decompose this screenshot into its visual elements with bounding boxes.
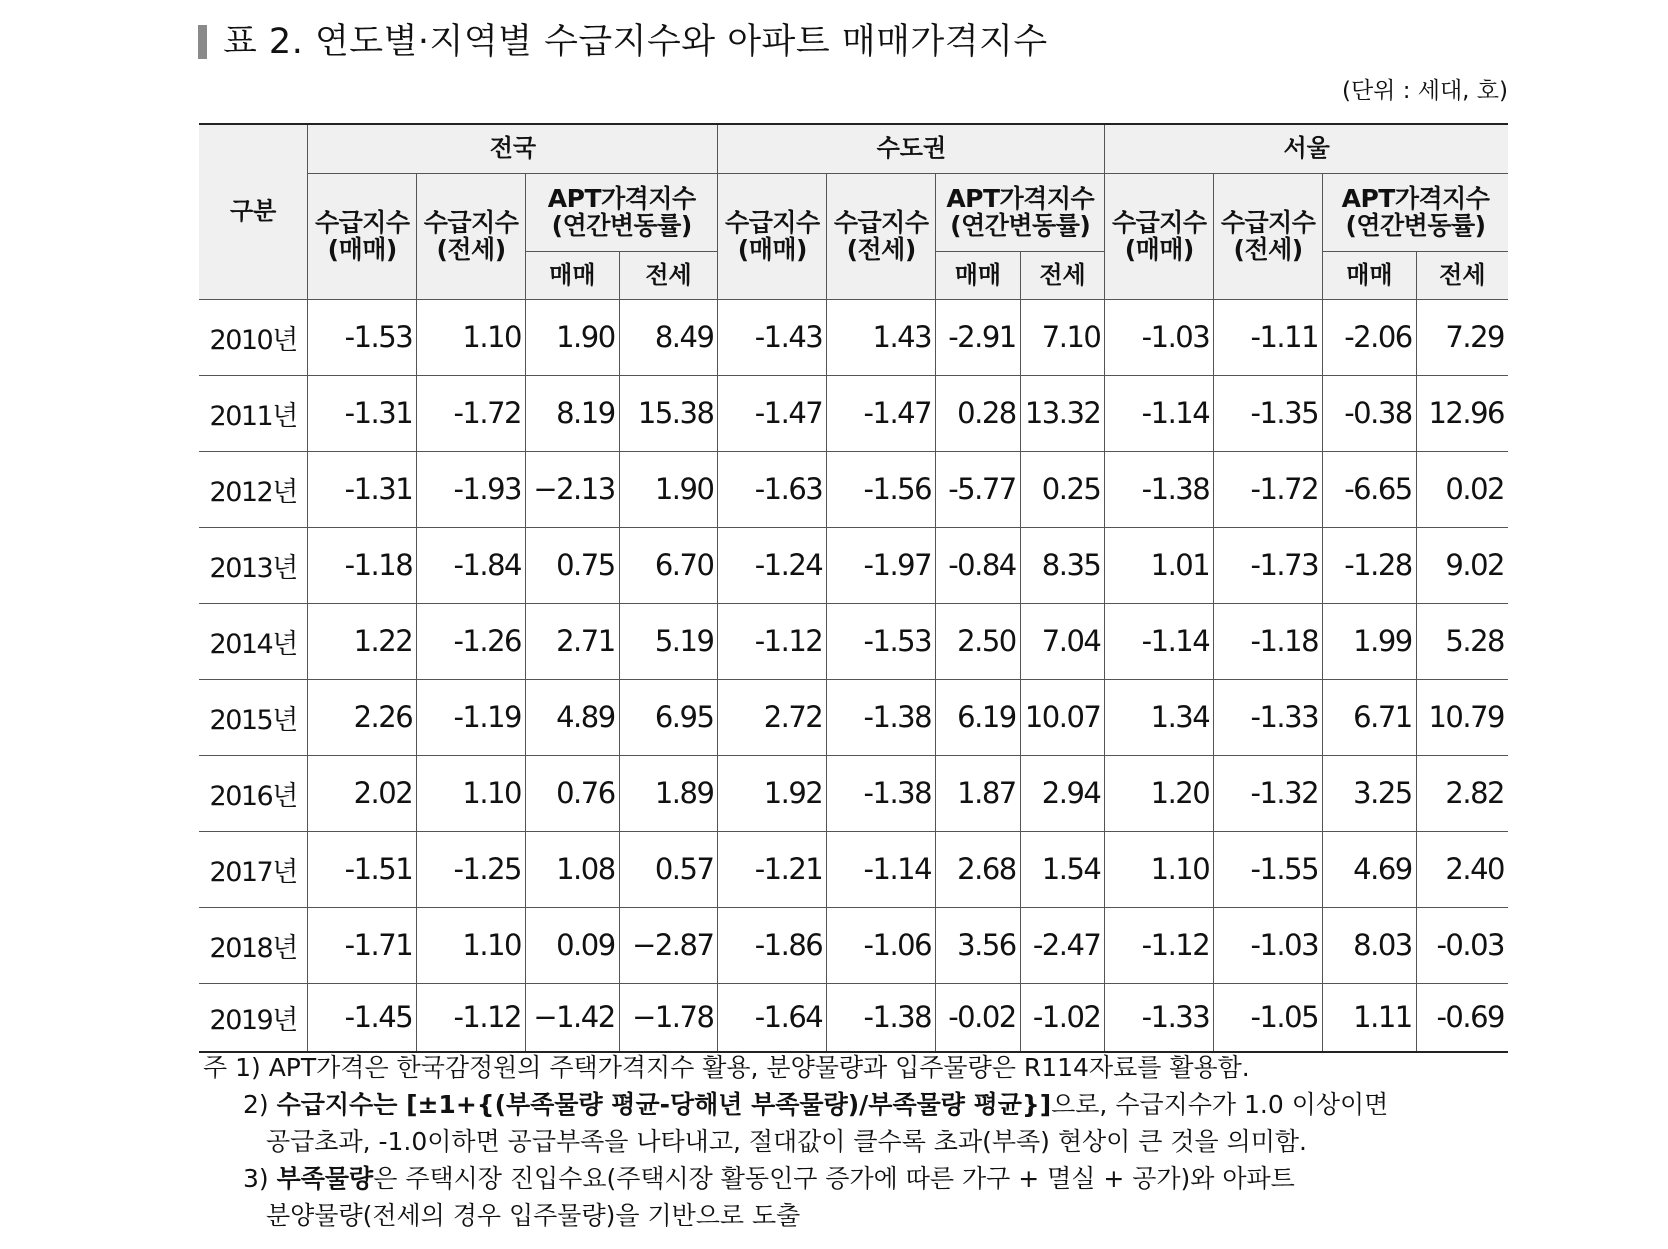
value-cell: -0.38: [1323, 375, 1417, 451]
value-cell: -0.69: [1416, 983, 1508, 1052]
table-row: [199, 527, 1508, 603]
col-supply-sale-header: 수급지수 (매매): [1105, 173, 1214, 299]
value-cell: 2.68: [936, 831, 1021, 907]
year-cell: 2018년: [199, 907, 308, 983]
value-cell: 1.10: [417, 907, 526, 983]
value-cell: 6.95: [619, 679, 718, 755]
table-row: [199, 983, 1508, 1052]
value-cell: 4.69: [1323, 831, 1417, 907]
value-cell: -1.25: [417, 831, 526, 907]
note-2-continued: 공급초과, -1.0이하면 공급부족을 나타내고, 절대값이 클수록 초과(부족) 현상이 큰 것을 의미함.: [266, 1127, 1307, 1156]
value-cell: -1.55: [1214, 831, 1323, 907]
value-cell: -1.03: [1214, 907, 1323, 983]
value-cell: 1.10: [417, 299, 526, 375]
note-3-continued: 분양물량(전세의 경우 입주물량)을 기반으로 도출: [266, 1201, 801, 1230]
value-cell: 6.19: [936, 679, 1021, 755]
col-apt-index-header: APT가격지수 (연간변동률): [525, 173, 717, 251]
table-row: [199, 451, 1508, 527]
year-cell: 2010년: [199, 299, 308, 375]
value-cell: 9.02: [1416, 527, 1508, 603]
value-cell: 6.70: [619, 527, 718, 603]
value-cell: -1.35: [1214, 375, 1323, 451]
table-title-row: [198, 14, 1048, 64]
value-cell: -1.14: [827, 831, 936, 907]
value-cell: -1.64: [718, 983, 827, 1052]
value-cell: 7.04: [1020, 603, 1105, 679]
title-marker-bar: [198, 25, 207, 59]
value-cell: 1.90: [525, 299, 619, 375]
value-cell: 2.40: [1416, 831, 1508, 907]
value-cell: 1.01: [1105, 527, 1214, 603]
value-cell: 2.26: [308, 679, 417, 755]
value-cell: 1.90: [619, 451, 718, 527]
value-cell: 5.19: [619, 603, 718, 679]
value-cell: -1.33: [1214, 679, 1323, 755]
value-cell: -1.38: [827, 755, 936, 831]
value-cell: 0.09: [525, 907, 619, 983]
value-cell: 8.35: [1020, 527, 1105, 603]
value-cell: -1.43: [718, 299, 827, 375]
value-cell: 1.54: [1020, 831, 1105, 907]
value-cell: 1.87: [936, 755, 1021, 831]
value-cell: 1.92: [718, 755, 827, 831]
value-cell: -1.21: [718, 831, 827, 907]
notes: [203, 1049, 1503, 1234]
value-cell: -1.97: [827, 527, 936, 603]
value-cell: 8.19: [525, 375, 619, 451]
col-apt-index-header: APT가격지수 (연간변동률): [936, 173, 1105, 251]
value-cell: -1.18: [1214, 603, 1323, 679]
col-jeonse-header: 전세: [1020, 251, 1105, 299]
value-cell: 2.94: [1020, 755, 1105, 831]
value-cell: -1.28: [1323, 527, 1417, 603]
value-cell: 1.99: [1323, 603, 1417, 679]
col-supply-sale-header: 수급지수 (매매): [308, 173, 417, 299]
value-cell: -1.26: [417, 603, 526, 679]
value-cell: 10.07: [1020, 679, 1105, 755]
value-cell: 2.02: [308, 755, 417, 831]
table-row: [199, 831, 1508, 907]
region-header-seoul: 서울: [1105, 124, 1508, 173]
value-cell: −1.42: [525, 983, 619, 1052]
value-cell: 15.38: [619, 375, 718, 451]
value-cell: 0.75: [525, 527, 619, 603]
col-supply-jeonse-header: 수급지수 (전세): [827, 173, 936, 299]
col-jeonse-header: 전세: [619, 251, 718, 299]
value-cell: 2.50: [936, 603, 1021, 679]
value-cell: -1.93: [417, 451, 526, 527]
value-cell: -1.38: [827, 983, 936, 1052]
value-cell: 0.02: [1416, 451, 1508, 527]
value-cell: -0.03: [1416, 907, 1508, 983]
value-cell: -1.12: [417, 983, 526, 1052]
value-cell: -6.65: [1323, 451, 1417, 527]
value-cell: -1.47: [827, 375, 936, 451]
value-cell: -1.72: [1214, 451, 1323, 527]
value-cell: -1.18: [308, 527, 417, 603]
table-body: [199, 299, 1508, 1052]
value-cell: 1.11: [1323, 983, 1417, 1052]
table-row: [199, 375, 1508, 451]
year-cell: 2011년: [199, 375, 308, 451]
value-cell: -1.24: [718, 527, 827, 603]
unit-label: (단위 : 세대, 호): [1341, 78, 1508, 104]
value-cell: 1.20: [1105, 755, 1214, 831]
col-supply-sale-header: 수급지수 (매매): [718, 173, 827, 299]
value-cell: -0.84: [936, 527, 1021, 603]
table-row: [199, 679, 1508, 755]
value-cell: -1.56: [827, 451, 936, 527]
value-cell: 5.28: [1416, 603, 1508, 679]
value-cell: -1.73: [1214, 527, 1323, 603]
value-cell: -1.14: [1105, 603, 1214, 679]
value-cell: 12.96: [1416, 375, 1508, 451]
value-cell: 1.10: [1105, 831, 1214, 907]
col-jeonse-header: 전세: [1416, 251, 1508, 299]
value-cell: -1.12: [1105, 907, 1214, 983]
value-cell: -1.38: [827, 679, 936, 755]
data-table: [199, 123, 1508, 1053]
value-cell: -1.51: [308, 831, 417, 907]
value-cell: 1.10: [417, 755, 526, 831]
year-cell: 2019년: [199, 983, 308, 1052]
value-cell: -1.63: [718, 451, 827, 527]
col-sale-header: 매매: [936, 251, 1021, 299]
year-cell: 2015년: [199, 679, 308, 755]
value-cell: -0.02: [936, 983, 1021, 1052]
value-cell: 1.89: [619, 755, 718, 831]
value-cell: -1.02: [1020, 983, 1105, 1052]
col-apt-index-header: APT가격지수 (연간변동률): [1323, 173, 1508, 251]
value-cell: -1.72: [417, 375, 526, 451]
value-cell: 3.56: [936, 907, 1021, 983]
value-cell: −2.13: [525, 451, 619, 527]
year-cell: 2016년: [199, 755, 308, 831]
value-cell: 0.28: [936, 375, 1021, 451]
value-cell: 2.72: [718, 679, 827, 755]
page-title: 표 2. 연도별·지역별 수급지수와 아파트 매매가격지수: [223, 22, 1048, 62]
value-cell: -1.11: [1214, 299, 1323, 375]
value-cell: 4.89: [525, 679, 619, 755]
value-cell: -1.53: [827, 603, 936, 679]
value-cell: −1.78: [619, 983, 718, 1052]
value-cell: -1.32: [1214, 755, 1323, 831]
value-cell: -5.77: [936, 451, 1021, 527]
value-cell: 1.08: [525, 831, 619, 907]
year-cell: 2014년: [199, 603, 308, 679]
table-row: [199, 299, 1508, 375]
value-cell: -2.06: [1323, 299, 1417, 375]
value-cell: 2.71: [525, 603, 619, 679]
value-cell: -1.71: [308, 907, 417, 983]
value-cell: -1.03: [1105, 299, 1214, 375]
value-cell: -1.86: [718, 907, 827, 983]
table-row: [199, 603, 1508, 679]
value-cell: 7.29: [1416, 299, 1508, 375]
value-cell: -1.05: [1214, 983, 1323, 1052]
value-cell: 13.32: [1020, 375, 1105, 451]
value-cell: 8.49: [619, 299, 718, 375]
value-cell: 1.43: [827, 299, 936, 375]
value-cell: -1.33: [1105, 983, 1214, 1052]
value-cell: -1.84: [417, 527, 526, 603]
col-sale-header: 매매: [525, 251, 619, 299]
value-cell: 1.22: [308, 603, 417, 679]
value-cell: -1.47: [718, 375, 827, 451]
col-supply-jeonse-header: 수급지수 (전세): [1214, 173, 1323, 299]
col-supply-jeonse-header: 수급지수 (전세): [417, 173, 526, 299]
value-cell: 10.79: [1416, 679, 1508, 755]
value-cell: -1.19: [417, 679, 526, 755]
value-cell: -1.38: [1105, 451, 1214, 527]
table-row: [199, 755, 1508, 831]
value-cell: 3.25: [1323, 755, 1417, 831]
table-row: [199, 907, 1508, 983]
value-cell: 0.57: [619, 831, 718, 907]
value-cell: −2.87: [619, 907, 718, 983]
region-header-capital: 수도권: [718, 124, 1105, 173]
value-cell: -1.31: [308, 375, 417, 451]
year-cell: 2017년: [199, 831, 308, 907]
value-cell: 7.10: [1020, 299, 1105, 375]
value-cell: -1.12: [718, 603, 827, 679]
category-header: 구분: [199, 124, 308, 299]
value-cell: 1.34: [1105, 679, 1214, 755]
value-cell: -1.06: [827, 907, 936, 983]
value-cell: 2.82: [1416, 755, 1508, 831]
note-2: 2) 수급지수는 [±1+{(부족물량 평균-당해년 부족물량)/부족물량 평균}]으로, 수급지수가 1.0 이상이면: [243, 1090, 1389, 1119]
col-sale-header: 매매: [1323, 251, 1417, 299]
value-cell: 8.03: [1323, 907, 1417, 983]
value-cell: -1.31: [308, 451, 417, 527]
year-cell: 2013년: [199, 527, 308, 603]
note-3: 3) 부족물량은 주택시장 진입수요(주택시장 활동인구 증가에 따른 가구 + 멸실 + 공가)와 아파트: [243, 1164, 1295, 1193]
value-cell: 0.25: [1020, 451, 1105, 527]
note-1: 주 1) APT가격은 한국감정원의 주택가격지수 활용, 분양물량과 입주물량은 R114자료를 활용함.: [203, 1053, 1250, 1082]
value-cell: -2.47: [1020, 907, 1105, 983]
year-cell: 2012년: [199, 451, 308, 527]
value-cell: -2.91: [936, 299, 1021, 375]
value-cell: 6.71: [1323, 679, 1417, 755]
value-cell: -1.45: [308, 983, 417, 1052]
value-cell: -1.14: [1105, 375, 1214, 451]
region-header-national: 전국: [308, 124, 718, 173]
value-cell: 0.76: [525, 755, 619, 831]
value-cell: -1.53: [308, 299, 417, 375]
